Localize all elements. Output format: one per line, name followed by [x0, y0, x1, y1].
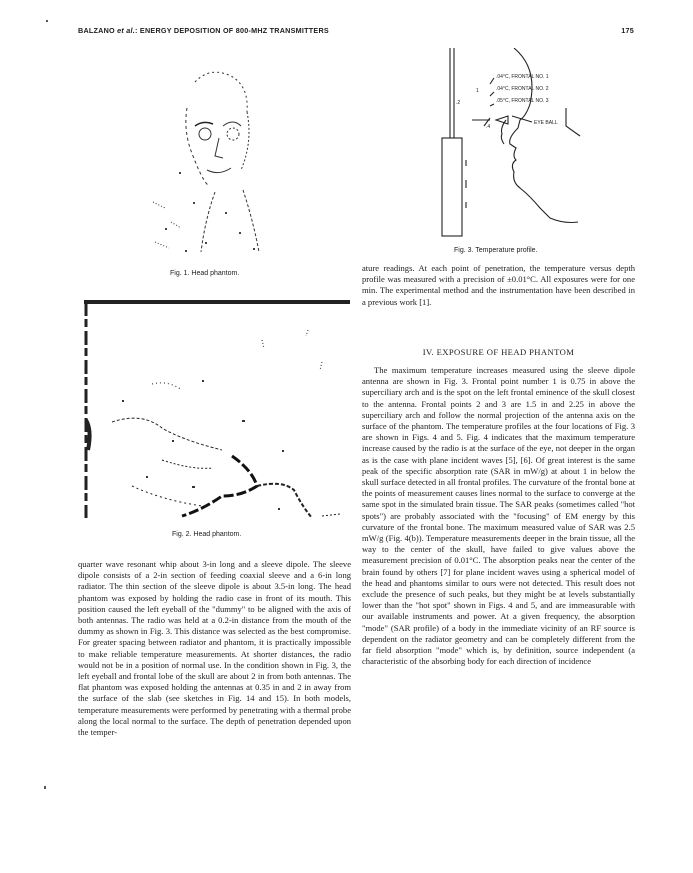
figure-1-caption: Fig. 1. Head phantom. — [170, 270, 240, 277]
figure-2-head-phantom-photo — [82, 300, 352, 526]
right-column-main — [362, 365, 635, 667]
fig3-label-dist-3: 1 — [476, 88, 479, 94]
fig3-label-eye-ball: EYE BALL — [534, 120, 558, 126]
figure-3-caption: Fig. 3. Temperature profile. — [454, 247, 538, 254]
figure-3-temperature-profile-sketch — [428, 48, 598, 244]
left-column — [78, 559, 351, 738]
page-number: 175 — [621, 26, 634, 35]
fig3-label-dist-1: .2 — [456, 100, 461, 106]
right-column-top — [362, 263, 635, 308]
scan-speck — [46, 20, 48, 22]
right-paragraph-1: ature readings. At each point of penetration, the temperature versus depth profile was measured with a precision of ±0.01°C. All exposures were for one min. The experimental method and the instrumentation have been described in a previous work [1]. — [362, 263, 635, 307]
fig3-label-frontal-3: .05°C, FRONTAL NO. 3 — [496, 98, 549, 104]
figure-2-caption: Fig. 2. Head phantom. — [172, 531, 242, 538]
figure-1-head-phantom-photo — [135, 52, 285, 264]
right-paragraph-2: The maximum temperature increases measured using the sleeve dipole antenna are shown in Fig. 3. Frontal point number 1 is 0.75 in above the superciliary arch and is the spot on the left frontal eminence of the skull closest to the antenna. Frontal points 2 and 3 are 1.5 in and 2.25 in above the superciliary arch and follow the normal projection of the antenna axis on the surface of the phantom. The temperature profiles at the four locations of Fig. 3 are shown in Figs. 4 and 5. Fig. 4 indicates that the maximum temperature increase caused by the radio is at the surface of the eye, not deeper in the organ as is the case with plane incident waves [5], [6]. Of great interest is the same peak of the specific absorption rate (SAR in mW/g) at about 1 in below the skull surface detected in all frontal profiles. The curvature of the frontal bone at the points of measurement causes lines normal to the surface to converge at the same spot in the simulated brain tissue. The SAR peaks (sometimes called "hot spots") are probably associated with the "focusing" of EM energy by this curvature of the frontal bone. The maximum measured value of SAR was 2.5 mW/g (Fig. 4(b)). Temperature measurements deeper in the brain tissue, all the way to the center of the skull, have failed to give values above the measurement precision of 0.01°C. The absorption peaks near the center of the brain found by others [7] for plane incident waves using a spherical model of the head and phantoms similar to ours were not detected. This result does not exclude the presence of such peaks, but they might be at levels substantially lower than the "hot spot" shown in Figs. 4 and 5, and are immeasurable with our available instruments and power. At a given frequency, the absorption "mode" (SAR profile) of a body in the immediate vicinity of an RF source is dependent on the radiator geometry and can be completely different from the far field absorption "mode" which is, by definition, source independent (a characteristic of the absorbing body for each direction of incidence — [362, 365, 635, 667]
fig3-label-frontal-2: .04°C, FRONTAL NO. 2 — [496, 86, 549, 92]
scan-speck — [44, 786, 46, 789]
left-paragraph-1: quarter wave resonant whip about 3-in long and a sleeve dipole. The sleeve dipole consists of a 2-in section of feeding coaxial sleeve and a 6-in long radiator. The thin section of the sleeve dipole is about 3.5-in long. The head phantom was exposed by holding the radio case in front of its mouth. This position caused the left eyeball of the "dummy" to be aligned with the axis of both antennas. The radio was held at a 0.2-in distance from the mouth of the dummy as shown in Fig. 3. This distance was selected as the best compromise. For greater spacing between radiator and phantom, it is practically impossible to make reliable temperature measurements. At shorter distances, the radio would not be in a position of normal use. In the condition shown in Fig. 3, the left eyeball and frontal lobe of the skull are about 2 in from both antennas. The flat phantom was exposed holding the antennas at 0.35 in and 2 in away from the surface of the slab (see sketches in Fig. 14 and 15). In both models, temperature measurements were performed by penetrating with a thermal probe along the local normal to the surface. The depth of penetration depended upon the temper- — [78, 559, 351, 738]
fig3-label-frontal-1: .04°C, FRONTAL NO. 1 — [496, 74, 549, 80]
section-heading: IV. EXPOSURE OF HEAD PHANTOM — [422, 347, 575, 357]
fig3-label-dist-2: .4 — [486, 124, 491, 130]
running-title: BALZANO et al.: ENERGY DEPOSITION OF 800-MHZ TRANSMITTERS — [78, 26, 329, 35]
